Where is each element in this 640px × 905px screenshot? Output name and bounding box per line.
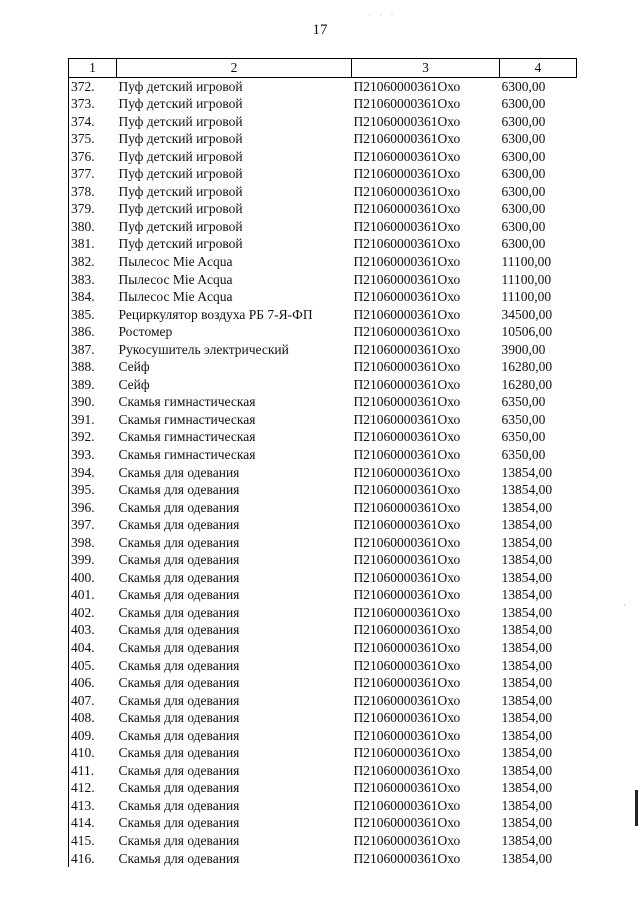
row-number: 405. xyxy=(69,657,117,675)
row-number: 390. xyxy=(69,393,117,411)
inventory-code: П21060000361Охо xyxy=(353,96,461,112)
column-header: 1 xyxy=(69,59,117,78)
inventory-code: П21060000361Охо xyxy=(353,201,461,217)
inventory-code: П21060000361Охо xyxy=(353,359,461,375)
item-name: Скамья для одевания xyxy=(118,464,240,480)
table-row xyxy=(69,288,577,306)
inventory-code: П21060000361Охо xyxy=(353,587,461,603)
row-number: 415. xyxy=(69,832,117,850)
table-row xyxy=(69,569,577,587)
inventory-code: П21060000361Охо xyxy=(353,569,461,585)
item-name: Сейф xyxy=(118,376,150,392)
row-number: 396. xyxy=(69,499,117,517)
item-price: 6350,00 xyxy=(501,447,546,462)
row-number: 378. xyxy=(69,183,117,201)
inventory-code: П21060000361Охо xyxy=(353,815,461,831)
row-number: 394. xyxy=(69,464,117,482)
item-price: 34500,00 xyxy=(501,306,553,322)
inventory-code: П21060000361Охо xyxy=(353,657,461,673)
item-price: 13854,00 xyxy=(501,464,553,480)
table-row xyxy=(69,95,577,113)
item-name: Скамья для одевания xyxy=(118,727,240,743)
row-number: 401. xyxy=(69,586,117,604)
row-number: 392. xyxy=(69,428,117,446)
item-name: Ростомер xyxy=(118,324,173,340)
inventory-code: П21060000361Охо xyxy=(353,710,461,726)
item-price: 13854,00 xyxy=(501,833,553,849)
item-name: Скамья для одевания xyxy=(118,797,240,813)
scan-artifact: · · · xyxy=(368,10,397,20)
row-number: 395. xyxy=(69,481,117,499)
inventory-code: П21060000361Охо xyxy=(353,604,461,620)
item-price: 13854,00 xyxy=(501,640,553,656)
inventory-code: П21060000361Охо xyxy=(353,745,461,761)
item-price: 13854,00 xyxy=(501,745,553,761)
item-name: Пуф детский игровой xyxy=(118,183,243,199)
row-number: 374. xyxy=(69,113,117,131)
inventory-code: П21060000361Охо xyxy=(353,78,461,94)
row-number: 375. xyxy=(69,130,117,148)
inventory-code: П21060000361Охо xyxy=(353,762,461,778)
row-number: 416. xyxy=(69,850,117,868)
item-name: Рециркулятор воздуха РБ 7-Я-ФП xyxy=(118,306,313,322)
inventory-code: П21060000361Охо xyxy=(353,253,461,269)
inventory-code: П21060000361Охо xyxy=(353,640,461,656)
table-row xyxy=(69,411,577,429)
table-row xyxy=(69,464,577,482)
row-number: 397. xyxy=(69,516,117,534)
row-number: 407. xyxy=(69,692,117,710)
row-number: 372. xyxy=(69,77,117,95)
table-row xyxy=(69,586,577,604)
table-row xyxy=(69,218,577,236)
table-row xyxy=(69,183,577,201)
scan-artifact: · xyxy=(623,600,626,610)
row-number: 414. xyxy=(69,814,117,832)
item-price: 13854,00 xyxy=(501,517,553,533)
inventory-code: П21060000361Охо xyxy=(353,394,461,410)
row-number: 413. xyxy=(69,797,117,815)
row-number: 400. xyxy=(69,569,117,587)
item-name: Скамья для одевания xyxy=(118,552,240,568)
row-number: 406. xyxy=(69,674,117,692)
inventory-code: П21060000361Охо xyxy=(353,727,461,743)
inventory-code: П21060000361Охо xyxy=(353,236,461,252)
item-name: Пуф детский игровой xyxy=(118,78,243,94)
inventory-code: П21060000361Охо xyxy=(353,429,461,445)
item-name: Пуф детский игровой xyxy=(118,218,243,234)
item-price: 6300,00 xyxy=(501,113,546,129)
item-price: 6350,00 xyxy=(501,394,546,410)
inventory-code: П21060000361Охо xyxy=(353,797,461,813)
table-row xyxy=(69,200,577,218)
item-name: Пуф детский игровой xyxy=(118,113,243,129)
item-name: Рукосушитель электрический xyxy=(118,341,289,357)
inventory-code: П21060000361Охо xyxy=(353,289,461,305)
table-row xyxy=(69,130,577,148)
item-name: Скамья для одевания xyxy=(118,640,240,656)
row-number: 379. xyxy=(69,200,117,218)
item-price: 13854,00 xyxy=(501,710,553,726)
item-price: 13854,00 xyxy=(501,780,553,796)
table-row xyxy=(69,604,577,622)
table-row xyxy=(69,621,577,639)
item-price: 3900,00 xyxy=(501,341,546,357)
table-row xyxy=(69,235,577,253)
item-name: Скамья для одевания xyxy=(118,604,240,620)
row-number: 373. xyxy=(69,95,117,113)
inventory-code: П21060000361Охо xyxy=(353,534,461,550)
table-row xyxy=(69,850,577,868)
inventory-code: П21060000361Охо xyxy=(353,341,461,357)
item-name: Пуф детский игровой xyxy=(118,201,243,217)
row-number: 398. xyxy=(69,534,117,552)
row-number: 411. xyxy=(69,762,117,780)
table-row xyxy=(69,306,577,324)
table-row xyxy=(69,446,577,464)
table-row xyxy=(69,709,577,727)
item-name: Пуф детский игровой xyxy=(118,131,243,147)
item-price: 13854,00 xyxy=(501,850,553,866)
item-price: 6350,00 xyxy=(501,429,546,445)
item-name: Пуф детский игровой xyxy=(118,96,243,112)
page-number: 17 xyxy=(312,22,328,38)
item-price: 16280,00 xyxy=(501,376,553,392)
inventory-code: П21060000361Охо xyxy=(353,113,461,129)
inventory-table xyxy=(68,58,577,867)
table-row xyxy=(69,657,577,675)
inventory-code: П21060000361Охо xyxy=(353,306,461,322)
row-number: 403. xyxy=(69,621,117,639)
row-number: 412. xyxy=(69,779,117,797)
row-number: 393. xyxy=(69,446,117,464)
item-name: Скамья для одевания xyxy=(118,762,240,778)
item-price: 13854,00 xyxy=(501,657,553,673)
inventory-code: П21060000361Охо xyxy=(353,517,461,533)
table-body xyxy=(69,77,577,867)
item-name: Скамья для одевания xyxy=(118,622,240,638)
table-row xyxy=(69,376,577,394)
item-name: Скамья для одевания xyxy=(118,569,240,585)
inventory-code: П21060000361Охо xyxy=(353,411,461,427)
row-number: 391. xyxy=(69,411,117,429)
inventory-code: П21060000361Охо xyxy=(353,675,461,691)
row-number: 399. xyxy=(69,551,117,569)
table-row xyxy=(69,797,577,815)
inventory-code: П21060000361Охо xyxy=(353,324,461,340)
item-price: 13854,00 xyxy=(501,604,553,620)
item-price: 6300,00 xyxy=(501,236,546,252)
table-row xyxy=(69,393,577,411)
item-name: Скамья для одевания xyxy=(118,587,240,603)
table-row xyxy=(69,516,577,534)
table-row xyxy=(69,358,577,376)
inventory-code: П21060000361Охо xyxy=(353,622,461,638)
column-header: 2 xyxy=(117,59,352,78)
item-name: Скамья для одевания xyxy=(118,745,240,761)
inventory-code: П21060000361Охо xyxy=(353,271,461,287)
item-name: Скамья для одевания xyxy=(118,850,240,866)
item-price: 6300,00 xyxy=(501,218,546,234)
row-number: 377. xyxy=(69,165,117,183)
table-row xyxy=(69,551,577,569)
item-price: 6300,00 xyxy=(501,78,546,94)
item-price: 6300,00 xyxy=(501,96,546,112)
item-name: Скамья для одевания xyxy=(118,780,240,796)
item-price: 6300,00 xyxy=(501,166,546,182)
item-name: Скамья для одевания xyxy=(118,657,240,673)
inventory-code: П21060000361Охо xyxy=(353,447,461,462)
item-price: 13854,00 xyxy=(501,692,553,708)
row-number: 383. xyxy=(69,271,117,289)
inventory-code: П21060000361Охо xyxy=(353,148,461,164)
item-price: 13854,00 xyxy=(501,534,553,550)
item-price: 13854,00 xyxy=(501,482,553,498)
table-row xyxy=(69,113,577,131)
item-name: Пылесос Mie Acqua xyxy=(118,253,233,269)
column-header: 4 xyxy=(500,59,577,78)
item-price: 13854,00 xyxy=(501,569,553,585)
column-header: 3 xyxy=(352,59,500,78)
inventory-code: П21060000361Охо xyxy=(353,552,461,568)
item-name: Пуф детский игровой xyxy=(118,166,243,182)
item-price: 6350,00 xyxy=(501,411,546,427)
row-number: 382. xyxy=(69,253,117,271)
table-row xyxy=(69,779,577,797)
item-price: 16280,00 xyxy=(501,359,553,375)
inventory-code: П21060000361Охо xyxy=(353,499,461,515)
item-name: Скамья гимнастическая xyxy=(118,411,256,427)
item-name: Скамья для одевания xyxy=(118,675,240,691)
row-number: 380. xyxy=(69,218,117,236)
item-price: 11100,00 xyxy=(501,253,552,269)
row-number: 410. xyxy=(69,744,117,762)
table-row xyxy=(69,534,577,552)
item-name: Скамья для одевания xyxy=(118,692,240,708)
table-row xyxy=(69,165,577,183)
item-name: Пуф детский игровой xyxy=(118,236,243,252)
row-number: 389. xyxy=(69,376,117,394)
item-price: 13854,00 xyxy=(501,499,553,515)
row-number: 384. xyxy=(69,288,117,306)
row-number: 387. xyxy=(69,341,117,359)
table-header xyxy=(69,59,577,78)
row-number: 408. xyxy=(69,709,117,727)
item-name: Скамья гимнастическая xyxy=(118,429,256,445)
item-name: Скамья для одевания xyxy=(118,710,240,726)
inventory-code: П21060000361Охо xyxy=(353,780,461,796)
item-price: 13854,00 xyxy=(501,552,553,568)
row-number: 385. xyxy=(69,306,117,324)
inventory-code: П21060000361Охо xyxy=(353,464,461,480)
table-row xyxy=(69,253,577,271)
row-number: 409. xyxy=(69,727,117,745)
item-price: 6300,00 xyxy=(501,148,546,164)
table-row xyxy=(69,148,577,166)
item-price: 13854,00 xyxy=(501,587,553,603)
table-row xyxy=(69,499,577,517)
item-name: Скамья гимнастическая xyxy=(118,447,256,462)
row-number: 402. xyxy=(69,604,117,622)
item-name: Пылесос Mie Acqua xyxy=(118,271,233,287)
inventory-code: П21060000361Охо xyxy=(353,482,461,498)
item-price: 13854,00 xyxy=(501,622,553,638)
table-row xyxy=(69,744,577,762)
item-price: 13854,00 xyxy=(501,797,553,813)
table-row xyxy=(69,832,577,850)
inventory-code: П21060000361Охо xyxy=(353,183,461,199)
item-price: 13854,00 xyxy=(501,727,553,743)
row-number: 404. xyxy=(69,639,117,657)
inventory-code: П21060000361Охо xyxy=(353,692,461,708)
table-row xyxy=(69,674,577,692)
item-name: Скамья для одевания xyxy=(118,499,240,515)
scan-edge-mark xyxy=(635,790,638,826)
item-name: Сейф xyxy=(118,359,150,375)
row-number: 386. xyxy=(69,323,117,341)
table-row xyxy=(69,77,577,95)
inventory-code: П21060000361Охо xyxy=(353,850,461,866)
item-price: 6300,00 xyxy=(501,183,546,199)
item-name: Скамья гимнастическая xyxy=(118,394,256,410)
table-row xyxy=(69,271,577,289)
item-name: Скамья для одевания xyxy=(118,482,240,498)
row-number: 381. xyxy=(69,235,117,253)
item-price: 13854,00 xyxy=(501,762,553,778)
table-row xyxy=(69,814,577,832)
table-row xyxy=(69,341,577,359)
table-row xyxy=(69,428,577,446)
item-price: 11100,00 xyxy=(501,289,552,305)
item-name: Пылесос Mie Acqua xyxy=(118,289,233,305)
inventory-code: П21060000361Охо xyxy=(353,833,461,849)
item-price: 6300,00 xyxy=(501,131,546,147)
table-row xyxy=(69,481,577,499)
table-row xyxy=(69,692,577,710)
table-row xyxy=(69,639,577,657)
item-price: 6300,00 xyxy=(501,201,546,217)
item-name: Скамья для одевания xyxy=(118,517,240,533)
table-row xyxy=(69,762,577,780)
item-name: Скамья для одевания xyxy=(118,534,240,550)
row-number: 376. xyxy=(69,148,117,166)
item-name: Скамья для одевания xyxy=(118,833,240,849)
row-number: 388. xyxy=(69,358,117,376)
item-price: 13854,00 xyxy=(501,675,553,691)
table-row xyxy=(69,727,577,745)
inventory-code: П21060000361Охо xyxy=(353,131,461,147)
header-row xyxy=(69,59,577,78)
table-row xyxy=(69,323,577,341)
item-price: 11100,00 xyxy=(501,271,552,287)
inventory-code: П21060000361Охо xyxy=(353,218,461,234)
inventory-code: П21060000361Охо xyxy=(353,166,461,182)
inventory-code: П21060000361Охо xyxy=(353,376,461,392)
item-price: 13854,00 xyxy=(501,815,553,831)
item-name: Скамья для одевания xyxy=(118,815,240,831)
item-name: Пуф детский игровой xyxy=(118,148,243,164)
item-price: 10506,00 xyxy=(501,324,553,340)
